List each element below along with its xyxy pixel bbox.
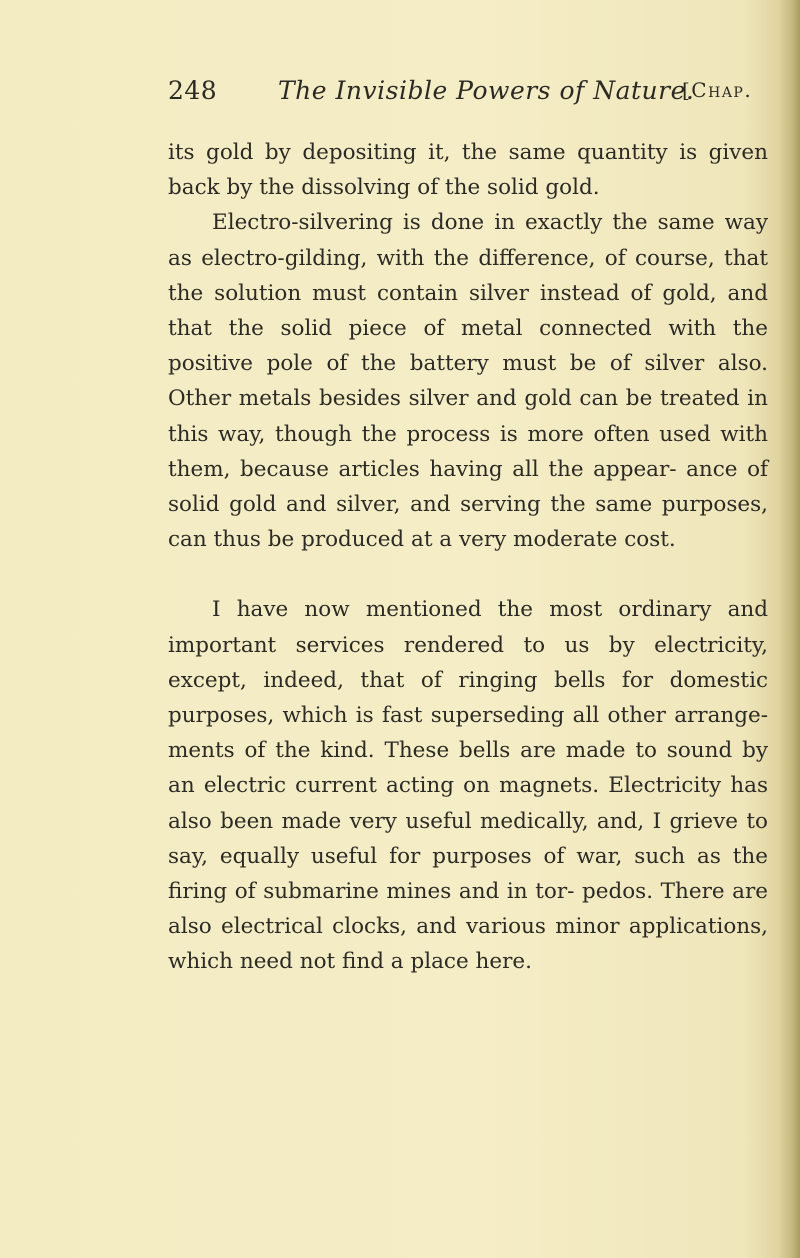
running-header [168, 76, 768, 116]
running-title: The Invisible Powers of Nature. [278, 76, 695, 105]
page-number: 248 [168, 76, 218, 105]
paragraph-continuation: its gold by depositing it, the same quantity is given back by the dissolving of the solid gold. [168, 140, 768, 201]
body-text [168, 135, 768, 980]
chapter-marker: [Chap. [682, 78, 753, 102]
page-edge-shadow [778, 0, 800, 1258]
paragraph-electro-silvering: Electro-silvering is done in exactly the same way as electro-gilding, with the difference, of course, that the solution must contain silver instead of gold, and that the solid piece of metal connected with the positive pole of the battery must be of silver also. Other metals besides silver and gold can be treated in this way, though the process is more often used with them, because articles having all the appear- ance of solid gold and silver, and serving the same purposes, can thus be produced at a very moderate cost. [168, 210, 768, 553]
paragraph-electricity-services: I have now mentioned the most ordinary and important services rendered to us by electricity, except, indeed, that of ringing bells for domestic purposes, which is fast superseding all other arrange- ments of the kind. These bells are made to sound by an electric current acting on magnets. Electricity has also been made very useful medically, and, I grieve to say, equally useful for purposes of war, such as the firing of submarine mines and in tor- pedos. There are also electrical clocks, and various minor applications, which need not find a place here. [168, 597, 768, 975]
